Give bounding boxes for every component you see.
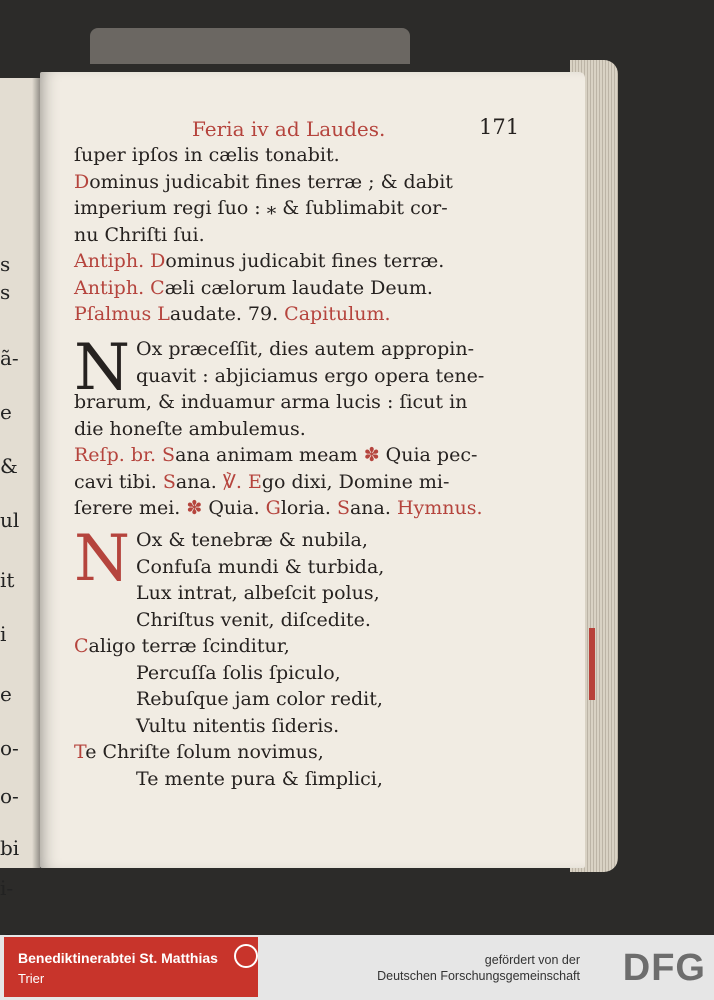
capitulum-line: die honeſte ambulemus. [74, 417, 306, 440]
text-line-part: D [74, 170, 90, 193]
dfg-logo[interactable]: DFG [622, 947, 706, 989]
text-line-part: Antiph. D [74, 250, 166, 272]
hymn-line-text: aligo terræ ſcinditur, [88, 635, 290, 657]
hymn-line: Lux intrat, albeſcit polus, [136, 582, 380, 604]
responsory-line-part: S [336, 497, 350, 519]
responsory-line-part: Quia. [202, 497, 266, 519]
text-line-part: ſuper ipſos in cælis tonabit. [74, 144, 340, 166]
hymn-line: Te mente pura & ſimplici, [136, 767, 383, 790]
margin-fragment: ul [0, 508, 20, 532]
funding-line-2: Deutschen Forschungsgemeinschaft [377, 969, 580, 983]
capitulum-line: Ox præceſſit, dies autem appropin- [136, 338, 475, 360]
text-line-part: æli cælorum laudate Deum. [164, 276, 433, 299]
hymn-line: Percuſſa ſolis ſpiculo, [136, 661, 341, 684]
text-line [74, 250, 444, 272]
hymn-line: Vultu nitentis ſideris. [136, 714, 340, 737]
hymn-line: Chriſtus venit, diſcedite. [136, 608, 371, 631]
text-line [74, 224, 205, 246]
responsory-line [74, 471, 449, 493]
text-line-part: audate. 79. [169, 303, 285, 325]
responsory-line-part: loria. [280, 497, 337, 519]
responsory-line [74, 444, 477, 466]
responsory-line-part: S [162, 470, 176, 493]
dropcap-capitulum: N [74, 331, 130, 405]
left-page [0, 78, 40, 900]
capitulum-line: quavit : abjiciamus ergo opera tene- [136, 364, 485, 387]
abbey-logo-icon [234, 944, 258, 968]
text-line-part: ominus judicabit fines terræ ; & dabit [89, 170, 453, 193]
responsory-line-part: G [265, 497, 281, 519]
hymn-line: Ox & tenebræ & nubila, [136, 529, 368, 551]
running-head: Feria iv ad Laudes. [192, 117, 386, 141]
institution-name: Benediktinerabtei St. Matthias [18, 950, 218, 966]
margin-fragment: it [0, 568, 15, 592]
text-line-part: nu Chriſti ſui. [74, 223, 205, 246]
margin-fragment: o- [0, 784, 19, 808]
responsory-line [74, 497, 483, 519]
text-line [74, 171, 453, 193]
funding-line-1: gefördert von der [484, 953, 580, 967]
margin-fragment: s [0, 280, 11, 304]
responsory-line-part: go dixi, Domine mi- [261, 470, 450, 493]
text-line [74, 303, 391, 325]
ribbon-bookmark [589, 628, 595, 700]
text-line [74, 197, 448, 219]
responsory-line-part: ✽ [186, 497, 203, 519]
text-line-part: ominus judicabit fines terræ. [165, 250, 445, 272]
margin-fragment: i- [0, 876, 14, 900]
institution-city: Trier [18, 971, 45, 986]
margin-fragment: i [0, 622, 7, 646]
margin-fragment: ã- [0, 346, 19, 370]
responsory-line-part: Quia pec- [379, 444, 478, 466]
responsory-line-part: ℣. E [222, 470, 262, 493]
institution-badge[interactable] [4, 937, 258, 997]
text-line-part: imperium regi ſuo : ⁎ & ſublimabit cor- [74, 197, 448, 219]
margin-fragment: e [0, 400, 12, 424]
hymn-initial: T [74, 741, 86, 763]
book-cover [90, 28, 410, 64]
hymn-line: Confuſa mundi & turbida, [136, 555, 385, 578]
responsory-line-part: Reſp. br. S [74, 444, 176, 466]
responsory-line-part: ſerere mei. [74, 497, 187, 519]
page-number: 171 [479, 115, 520, 139]
hymn-line [74, 635, 290, 657]
margin-fragment: s [0, 252, 11, 276]
text-line-part: Capitulum. [284, 303, 391, 325]
responsory-line-part: Hymnus. [396, 497, 483, 519]
text-line-part: Pſalmus L [74, 303, 170, 325]
text-line-part: Antiph. C [74, 276, 165, 299]
responsory-line-part: ana. [175, 470, 223, 493]
margin-fragment: e [0, 682, 12, 706]
hymn-line: Rebuſque jam color redit, [136, 688, 383, 710]
responsory-line-part: ana. [349, 497, 397, 519]
margin-fragment: bi [0, 836, 20, 860]
responsory-line-part: ✽ [363, 444, 380, 466]
margin-fragment: & [0, 454, 18, 478]
funding-text [377, 952, 580, 984]
footer-bar [0, 935, 714, 1000]
hymn-line-text: e Chriſte ſolum novimus, [85, 741, 324, 763]
responsory-line-part: ana animam meam [175, 444, 364, 466]
responsory-line-part: cavi tibi. [74, 470, 163, 493]
dropcap-hymn: N [74, 522, 130, 596]
text-line [74, 144, 340, 166]
capitulum-line: brarum, & induamur arma lucis : ſicut in [74, 391, 468, 413]
margin-fragment: o- [0, 736, 19, 760]
hymn-line [74, 741, 324, 763]
text-line [74, 277, 433, 299]
hymn-initial: C [74, 635, 89, 657]
